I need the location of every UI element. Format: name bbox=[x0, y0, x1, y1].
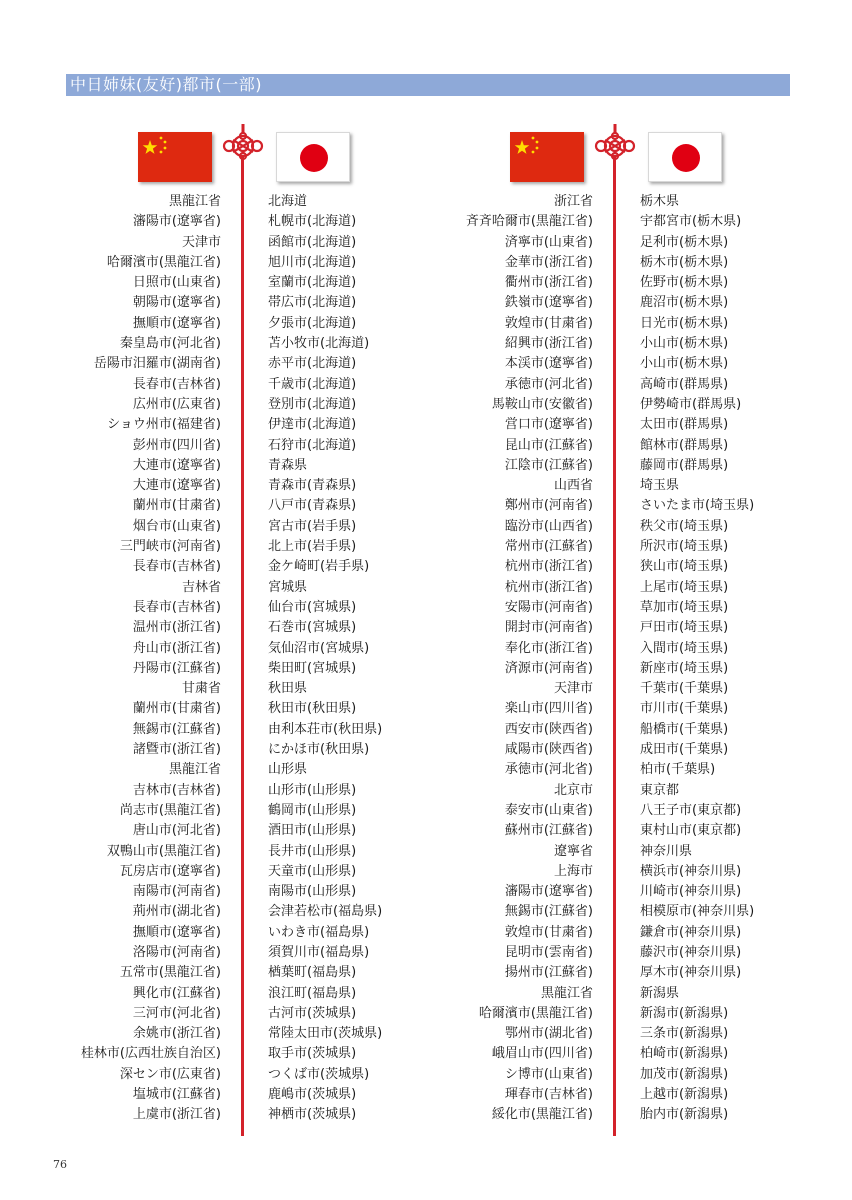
city-entry: 小山市(栃木県) bbox=[640, 356, 729, 372]
city-entry: 取手市(茨城県) bbox=[268, 1046, 357, 1062]
city-entry: 安陽市(河南省) bbox=[504, 599, 593, 615]
city-entry: 舟山市(浙江省) bbox=[132, 640, 221, 656]
city-entry: 敦煌市(甘粛省) bbox=[504, 924, 593, 940]
city-entry: 成田市(千葉県) bbox=[640, 742, 729, 758]
city-entry: 厚木市(神奈川県) bbox=[640, 965, 742, 981]
city-entry: 栃木県 bbox=[640, 194, 680, 209]
city-entry: 秋田県 bbox=[268, 681, 308, 697]
city-entry: 三門峡市(河南省) bbox=[119, 539, 221, 555]
city-entry: 天津市 bbox=[553, 681, 593, 697]
city-entry: 楽山市(四川省) bbox=[504, 701, 593, 717]
city-entry: 藤岡市(群馬県) bbox=[640, 457, 729, 473]
city-entry: 桂林市(広西壮族自治区) bbox=[80, 1046, 221, 1062]
city-entry: 苫小牧市(北海道) bbox=[268, 336, 370, 352]
city-entry: 石狩市(北海道) bbox=[268, 437, 357, 453]
city-entry: 鹿嶋市(茨城県) bbox=[268, 1087, 357, 1103]
city-entry: 神栖市(茨城県) bbox=[268, 1107, 357, 1123]
city-entry: 三条市(新潟県) bbox=[640, 1026, 729, 1042]
city-entry: 日光市(栃木県) bbox=[640, 315, 729, 331]
city-entry: 山形市(山形県) bbox=[268, 782, 357, 798]
city-entry: 仙台市(宮城県) bbox=[268, 599, 357, 615]
city-entry: 杭州市(浙江省) bbox=[504, 559, 593, 575]
city-entry: 横浜市(神奈川県) bbox=[640, 863, 742, 879]
city-entry: 哈爾濱市(黒龍江省) bbox=[478, 1005, 593, 1021]
city-entry: 余姚市(浙江省) bbox=[132, 1026, 221, 1042]
left-china-column bbox=[81, 192, 221, 1126]
city-entry: 千葉市(千葉県) bbox=[640, 681, 729, 697]
city-entry: 由利本荘市(秋田県) bbox=[268, 721, 383, 737]
city-entry: 柏市(千葉県) bbox=[640, 762, 716, 778]
city-entry: 大連市(遼寧省) bbox=[132, 478, 221, 494]
city-entry: 古河市(茨城県) bbox=[268, 1005, 357, 1021]
city-entry: 川崎市(神奈川県) bbox=[640, 884, 742, 900]
city-entry: 宮城県 bbox=[268, 579, 308, 595]
city-entry: 杭州市(浙江省) bbox=[504, 579, 593, 595]
city-entry: 新座市(埼玉県) bbox=[640, 660, 729, 676]
city-entry: 承徳市(河北省) bbox=[504, 376, 593, 392]
city-entry: 蘇州市(江蘇省) bbox=[504, 823, 593, 839]
city-entry: 温州市(浙江省) bbox=[132, 620, 221, 636]
city-entry: 神奈川県 bbox=[640, 843, 693, 859]
city-entry: 峨眉山市(四川省) bbox=[491, 1046, 593, 1062]
city-entry: 昆山市(江蘇省) bbox=[504, 437, 593, 453]
city-entry: 館林市(群馬県) bbox=[640, 437, 729, 453]
city-entry: 塩城市(江蘇省) bbox=[132, 1087, 221, 1103]
city-entry: 双鴨山市(黒龍江省) bbox=[106, 843, 221, 859]
city-entry: 奉化市(浙江省) bbox=[504, 640, 593, 656]
city-entry: 入間市(埼玉県) bbox=[640, 640, 729, 656]
city-entry: 旭川市(北海道) bbox=[268, 254, 357, 270]
right-china-column bbox=[466, 192, 593, 1126]
city-entry: 酒田市(山形県) bbox=[268, 823, 357, 839]
page-number: 76 bbox=[53, 1158, 67, 1171]
city-entry: 青森県 bbox=[268, 457, 308, 473]
left-japan-column bbox=[268, 192, 382, 1126]
city-entry: 札幌市(北海道) bbox=[268, 214, 357, 230]
city-entry: 山形県 bbox=[268, 762, 308, 778]
city-entry: 夕張市(北海道) bbox=[268, 315, 357, 331]
city-entry: 黒龍江省 bbox=[540, 985, 593, 1001]
city-entry: 柴田町(宮城県) bbox=[268, 660, 357, 676]
city-entry: 衢州市(浙江省) bbox=[504, 275, 593, 291]
city-entry: 鉄嶺市(遼寧省) bbox=[504, 295, 593, 311]
city-entry: 鎌倉市(神奈川県) bbox=[640, 924, 742, 940]
city-entry: 烟台市(山東省) bbox=[132, 518, 221, 534]
city-entry: 日照市(山東省) bbox=[132, 275, 221, 291]
city-entry: 長井市(山形県) bbox=[268, 843, 357, 859]
city-entry: 佐野市(栃木県) bbox=[640, 275, 729, 291]
city-entry: 秋田市(秋田県) bbox=[268, 701, 357, 717]
city-entry: 琿春市(吉林省) bbox=[504, 1087, 593, 1103]
city-entry: 昆明市(雲南省) bbox=[504, 944, 593, 960]
city-entry: 甘粛省 bbox=[181, 681, 221, 697]
city-entry: 柏崎市(新潟県) bbox=[640, 1046, 729, 1062]
city-entry: 足利市(栃木県) bbox=[640, 234, 729, 250]
city-entry: 宮古市(岩手県) bbox=[268, 518, 357, 534]
city-entry: にかほ市(秋田県) bbox=[268, 742, 370, 758]
city-entry: 泰安市(山東省) bbox=[504, 802, 593, 818]
city-entry: 蘭州市(甘粛省) bbox=[132, 498, 221, 514]
city-entry: 長春市(吉林省) bbox=[132, 599, 221, 615]
city-entry: 金ケ崎町(岩手県) bbox=[268, 559, 370, 575]
city-entry: 大連市(遼寧省) bbox=[132, 457, 221, 473]
city-entry: 北京市 bbox=[553, 782, 593, 798]
city-entry: 哈爾濱市(黒龍江省) bbox=[106, 254, 221, 270]
city-entry: 臨汾市(山西省) bbox=[504, 518, 593, 534]
city-entry: シ博市(山東省) bbox=[504, 1066, 593, 1082]
city-entry: 鶴岡市(山形県) bbox=[268, 802, 357, 818]
city-entry: 秦皇島市(河北省) bbox=[119, 336, 221, 352]
city-entry: 狭山市(埼玉県) bbox=[640, 559, 729, 575]
city-entry: ショウ州市(福建省) bbox=[107, 417, 221, 433]
city-entry: 瀋陽市(遼寧省) bbox=[132, 214, 221, 230]
city-entry: 彭州市(四川省) bbox=[132, 437, 221, 453]
city-entry: 新潟県 bbox=[640, 985, 680, 1001]
city-entry: 伊勢崎市(群馬県) bbox=[640, 396, 742, 412]
city-entry: 戸田市(埼玉県) bbox=[640, 620, 729, 636]
city-entry: 山西省 bbox=[553, 478, 593, 494]
city-entry: 揚州市(江蘇省) bbox=[504, 965, 593, 981]
city-entry: 常陸太田市(茨城県) bbox=[268, 1026, 383, 1042]
city-entry: つくば市(茨城県) bbox=[268, 1066, 370, 1082]
page-title: 中日姉妹(友好)都市(一部) bbox=[70, 75, 262, 94]
city-entry: 撫順市(遼寧省) bbox=[132, 924, 221, 940]
city-entry: 小山市(栃木県) bbox=[640, 336, 729, 352]
city-entry: 瓦房店市(遼寧省) bbox=[119, 863, 221, 879]
city-entry: 黒龍江省 bbox=[168, 194, 221, 209]
city-entry: 天童市(山形県) bbox=[268, 863, 357, 879]
city-entry: 長春市(吉林省) bbox=[132, 376, 221, 392]
city-entry: 瀋陽市(遼寧省) bbox=[504, 884, 593, 900]
city-entry: 伊達市(北海道) bbox=[268, 417, 357, 433]
city-entry: 諸曁市(浙江省) bbox=[132, 742, 221, 758]
city-entry: 東京都 bbox=[640, 782, 680, 798]
city-entry: 綏化市(黒龍江省) bbox=[491, 1107, 593, 1123]
city-entry: 無錫市(江蘇省) bbox=[504, 904, 593, 920]
city-entry: 営口市(遼寧省) bbox=[504, 417, 593, 433]
city-entry: 浪江町(福島県) bbox=[268, 985, 357, 1001]
city-entry: 栃木市(栃木県) bbox=[640, 254, 729, 270]
city-entry: 常州市(江蘇省) bbox=[504, 539, 593, 555]
city-entry: 紹興市(浙江省) bbox=[504, 336, 593, 352]
city-entry: 天津市 bbox=[181, 234, 221, 250]
city-entry: 承徳市(河北省) bbox=[504, 762, 593, 778]
japan-flag-icon bbox=[276, 132, 350, 182]
city-entry: 五常市(黒龍江省) bbox=[119, 965, 221, 981]
city-entry: 深セン市(広東省) bbox=[119, 1066, 221, 1082]
city-entry: 丹陽市(江蘇省) bbox=[132, 660, 221, 676]
city-entry: 咸陽市(陝西省) bbox=[504, 742, 593, 758]
city-entry: 埼玉県 bbox=[640, 478, 680, 494]
china-flag-icon bbox=[510, 132, 584, 182]
city-entry: 船橋市(千葉県) bbox=[640, 721, 729, 737]
city-entry: 興化市(江蘇省) bbox=[132, 985, 221, 1001]
city-entry: 草加市(埼玉県) bbox=[640, 599, 729, 615]
city-entry: 登別市(北海道) bbox=[268, 396, 357, 412]
city-entry: 鹿沼市(栃木県) bbox=[640, 295, 729, 311]
city-entry: 黒龍江省 bbox=[168, 762, 221, 778]
china-flag-icon bbox=[138, 132, 212, 182]
city-entry: 金華市(浙江省) bbox=[504, 254, 593, 270]
city-entry: 高崎市(群馬県) bbox=[640, 376, 729, 392]
city-entry: 洛陽市(河南省) bbox=[132, 944, 221, 960]
right-japan-column bbox=[640, 192, 754, 1126]
city-entry: 北上市(岩手県) bbox=[268, 539, 357, 555]
city-entry: 北海道 bbox=[268, 194, 308, 209]
city-entry: 斉斉哈爾市(黒龍江省) bbox=[465, 214, 593, 230]
city-entry: 撫順市(遼寧省) bbox=[132, 315, 221, 331]
city-entry: 宇都宮市(栃木県) bbox=[640, 214, 742, 230]
city-entry: 広州市(広東省) bbox=[132, 396, 221, 412]
city-entry: 帯広市(北海道) bbox=[268, 295, 357, 311]
city-entry: 青森市(青森県) bbox=[268, 478, 357, 494]
city-entry: 加茂市(新潟県) bbox=[640, 1066, 729, 1082]
city-entry: 藤沢市(神奈川県) bbox=[640, 944, 742, 960]
city-entry: 千歳市(北海道) bbox=[268, 376, 357, 392]
city-entry: 新潟市(新潟県) bbox=[640, 1005, 729, 1021]
city-entry: 無錫市(江蘇省) bbox=[132, 721, 221, 737]
city-entry: 開封市(河南省) bbox=[504, 620, 593, 636]
city-entry: 朝陽市(遼寧省) bbox=[132, 295, 221, 311]
city-entry: 三河市(河北省) bbox=[132, 1005, 221, 1021]
city-entry: 江陰市(江蘇省) bbox=[504, 457, 593, 473]
city-entry: 馬鞍山市(安徽省) bbox=[491, 396, 593, 412]
city-entry: 秩父市(埼玉県) bbox=[640, 518, 729, 534]
city-entry: 上海市 bbox=[553, 863, 593, 879]
city-entry: 南陽市(河南省) bbox=[132, 884, 221, 900]
city-entry: 東村山市(東京都) bbox=[640, 823, 742, 839]
city-entry: 尚志市(黒龍江省) bbox=[119, 802, 221, 818]
city-entry: いわき市(福島県) bbox=[268, 924, 370, 940]
city-entry: 済源市(河南省) bbox=[504, 660, 593, 676]
city-entry: 八戸市(青森県) bbox=[268, 498, 357, 514]
city-entry: 西安市(陝西省) bbox=[504, 721, 593, 737]
city-entry: 上越市(新潟県) bbox=[640, 1087, 729, 1103]
city-entry: 南陽市(山形県) bbox=[268, 884, 357, 900]
city-entry: さいたま市(埼玉県) bbox=[640, 498, 755, 514]
city-entry: 吉林省 bbox=[181, 579, 221, 595]
city-entry: 会津若松市(福島県) bbox=[268, 904, 383, 920]
japan-flag-icon bbox=[648, 132, 722, 182]
city-entry: 岳陽市汨羅市(湖南省) bbox=[93, 356, 221, 372]
city-entry: 済寧市(山東省) bbox=[504, 234, 593, 250]
city-entry: 所沢市(埼玉県) bbox=[640, 539, 729, 555]
city-entry: 浙江省 bbox=[553, 194, 593, 209]
city-entry: 蘭州市(甘粛省) bbox=[132, 701, 221, 717]
city-entry: 気仙沼市(宮城県) bbox=[268, 640, 370, 656]
city-entry: 長春市(吉林省) bbox=[132, 559, 221, 575]
city-entry: 函館市(北海道) bbox=[268, 234, 357, 250]
title-bar bbox=[66, 74, 790, 96]
city-entry: 八王子市(東京都) bbox=[640, 802, 742, 818]
city-entry: 荊州市(湖北省) bbox=[132, 904, 221, 920]
city-entry: 赤平市(北海道) bbox=[268, 356, 357, 372]
city-entry: 市川市(千葉県) bbox=[640, 701, 729, 717]
city-entry: 室蘭市(北海道) bbox=[268, 275, 357, 291]
city-entry: 楢葉町(福島県) bbox=[268, 965, 357, 981]
city-entry: 本渓市(遼寧省) bbox=[504, 356, 593, 372]
city-entry: 上虞市(浙江省) bbox=[132, 1107, 221, 1123]
city-entry: 敦煌市(甘粛省) bbox=[504, 315, 593, 331]
city-entry: 鄂州市(湖北省) bbox=[504, 1026, 593, 1042]
divider-line-left bbox=[241, 156, 244, 1136]
city-entry: 遼寧省 bbox=[553, 843, 593, 859]
city-entry: 胎内市(新潟県) bbox=[640, 1107, 729, 1123]
city-entry: 鄭州市(河南省) bbox=[504, 498, 593, 514]
city-entry: 唐山市(河北省) bbox=[132, 823, 221, 839]
divider-line-right bbox=[613, 156, 616, 1136]
city-entry: 須賀川市(福島県) bbox=[268, 944, 370, 960]
city-entry: 太田市(群馬県) bbox=[640, 417, 729, 433]
city-entry: 吉林市(吉林省) bbox=[132, 782, 221, 798]
city-entry: 石巻市(宮城県) bbox=[268, 620, 357, 636]
city-entry: 上尾市(埼玉県) bbox=[640, 579, 729, 595]
city-entry: 相模原市(神奈川県) bbox=[640, 904, 755, 920]
